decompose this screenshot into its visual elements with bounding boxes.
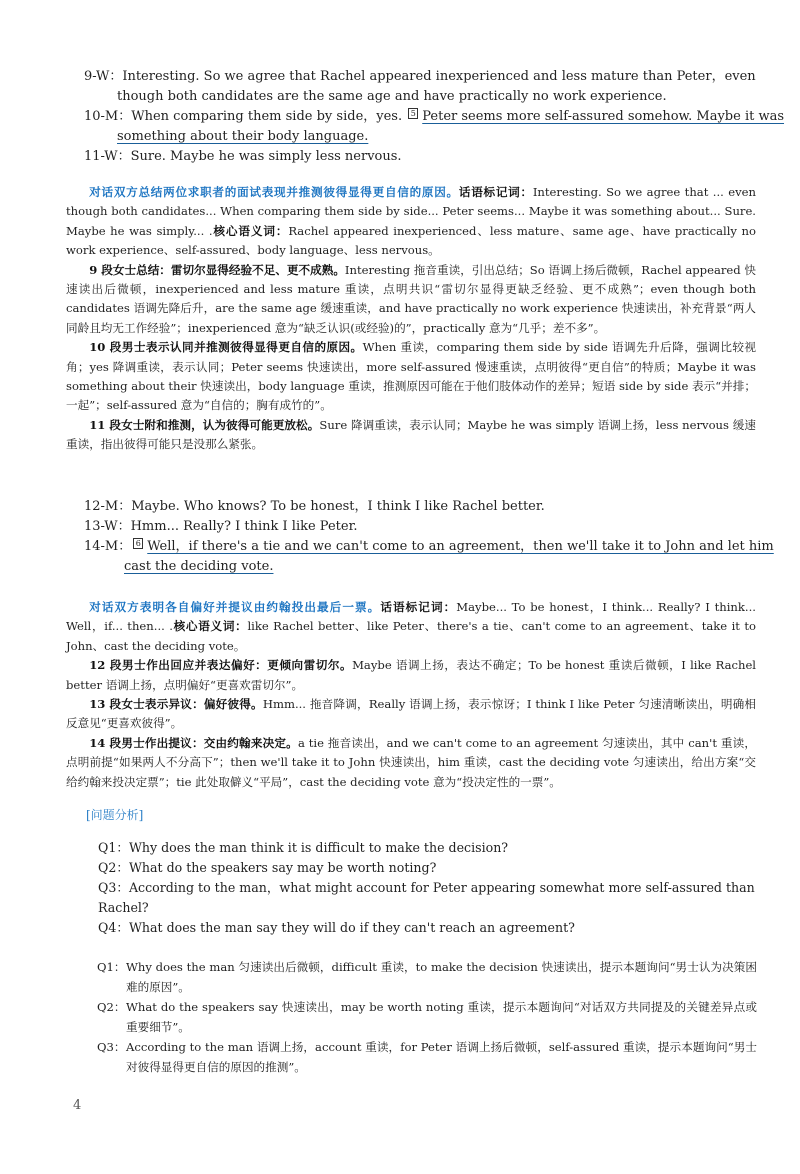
analysis-paragraph-14	[66, 734, 756, 792]
section-tag-question-analysis: [问题分析]	[86, 808, 144, 822]
dialogue-line-12	[84, 497, 744, 517]
question-marker: 5	[408, 108, 418, 119]
paragraph-heading: 12 段男士作出回应并表达偏好：更倾向雷切尔。	[89, 658, 353, 673]
question-text: What do the speakers say may be worth noting?	[128, 860, 437, 875]
speaker-label: 9-W：	[84, 69, 123, 84]
dialogue-text: Interesting. So we agree that Rachel appeared inexperienced and less mature than Peter，even	[122, 69, 756, 84]
question-label: Q4：	[98, 920, 129, 935]
speaker-label: 14-M：	[84, 539, 132, 554]
paragraph-text: Sure 降调重读，表示认同；Maybe he was simply 语调上扬，less nervous 缓速重读，指出彼得可能只是没那么紧张。	[66, 417, 756, 452]
question-label: Q3：	[97, 1040, 126, 1054]
summary-heading: 对话双方总结两位求职者的面试表现并推测彼得显得更自信的原因。	[89, 185, 459, 199]
question-item	[98, 918, 748, 938]
marker-words: Maybe... To be honest，I think... Really? I think... Well，if... then... .	[66, 600, 756, 634]
question-item	[98, 878, 755, 898]
question-label: Q2：	[98, 860, 129, 875]
analysis-paragraph-9	[66, 261, 756, 339]
question-analysis-text: Why does the man 匀速读出后微顿，difficult 重读，to make the decision 快速读出，提示本题询问“男士认为决策困难的原因”。	[126, 960, 757, 994]
analysis-block-2	[66, 598, 756, 792]
core-words-tag: 核心语义词：	[212, 223, 289, 238]
dialogue-continuation: though both candidates are the same age and have practically no work experience.	[117, 89, 667, 104]
analysis-block-1	[66, 183, 756, 455]
underlined-key-sentence: cast the deciding vote.	[124, 559, 274, 574]
underlined-key-sentence: something about their body language.	[117, 129, 369, 144]
dialogue-continuation	[84, 557, 744, 577]
marker-words-tag: 话语标记词：	[458, 185, 533, 199]
paragraph-text: When 重读，comparing them side by side 语调先升后降，强调比较视角；yes 降调重读，表示认同；Peter seems 快速读出，more self-assured 慢速重读，点明彼得“更自信”的特质；Maybe it was something about their 快速读出，body language 重读，推测原因可能在于他们肢体动作的差异；短语 side by side 表示“并排；一起”；self-assured 意为“自信的；胸有成竹的”。	[66, 340, 756, 413]
question-analysis-item	[97, 1037, 757, 1077]
speaker-label: 11-W：	[84, 149, 131, 164]
dialogue-text: Hmm... Really? I think I like Peter.	[130, 519, 358, 534]
question-item	[98, 838, 748, 858]
analysis-paragraph-10	[66, 338, 756, 416]
paragraph-heading: 11 段女士附和推测，认为彼得可能更放松。	[89, 417, 320, 432]
question-analysis-item	[97, 997, 757, 1037]
summary-heading: 对话双方表明各自偏好并提议由约翰投出最后一票。	[89, 600, 381, 614]
underlined-key-sentence: Well，if there's a tie and we can't come to an agreement，then we'll take it to John and let him	[147, 539, 774, 554]
analysis-paragraph-11	[66, 416, 756, 455]
question-list	[98, 838, 755, 938]
core-words: Rachel appeared inexperienced、less mature、same age、have practically no work experience、self-assured、body language、less nervous。	[66, 223, 756, 258]
dialogue-line-13	[84, 517, 744, 537]
marker-words-tag: 话语标记词：	[380, 600, 457, 614]
paragraph-heading: 9 段女士总结：雷切尔显得经验不足、更不成熟。	[89, 262, 345, 277]
underlined-key-sentence: Peter seems more self-assured somehow. Maybe it was	[422, 109, 785, 124]
dialogue-continuation	[84, 127, 744, 147]
analysis-summary	[66, 598, 756, 656]
dialogue-text: When comparing them side by side，yes.	[131, 109, 407, 124]
analysis-paragraph-13	[66, 695, 756, 734]
dialogue-line-9	[84, 67, 756, 87]
dialogue-line-10	[84, 107, 785, 127]
core-words-tag: 核心语义词：	[172, 619, 248, 634]
question-label: Q1：	[98, 840, 129, 855]
question-analysis-item	[97, 957, 757, 997]
analysis-summary	[66, 183, 756, 261]
paragraph-heading: 10 段男士表示认同并推测彼得显得更自信的原因。	[89, 340, 363, 355]
speaker-label: 12-M：	[84, 499, 132, 514]
paragraph-text: a tie 拖音读出，and we can't come to an agreement 匀速读出，其中 can't 重读，点明前提“如果两人不分高下”；then we'll take it to John 快速读出，him 重读，cast the deciding vote 匀速读出，给出方案“交给约翰来投决定票”；tie 此处取僻义“平局”，cast the deciding vote 意为“投决定性的一票”。	[66, 735, 756, 789]
paragraph-text: Hmm... 拖音降调，Really 语调上扬，表示惊讶；I think I like Peter 匀速清晰读出，明确相反意见“更喜欢彼得”。	[66, 697, 757, 731]
speaker-label: 10-M：	[84, 109, 132, 124]
dialogue-text: Maybe. Who knows? To be honest，I think I like Rachel better.	[131, 499, 545, 514]
question-label: Q2：	[97, 1000, 126, 1014]
page-number: 4	[73, 1098, 82, 1113]
question-text: According to the man，what might account for Peter appearing somewhat more self-assured than	[128, 880, 755, 895]
question-marker: 6	[133, 538, 143, 549]
question-continuation: Rachel?	[98, 900, 149, 915]
question-text: Why does the man think it is difficult to make the decision?	[128, 840, 509, 855]
question-analysis-list	[97, 957, 757, 1077]
core-words: like Rachel better、like Peter、there's a tie、can't come to an agreement、take it to John、cast the deciding vote。	[66, 619, 756, 653]
paragraph-text: Interesting 拖音重读，引出总结；So 语调上扬后微顿，Rachel appeared 快速读出后微顿，inexperienced and less mature 重读，点明共识“雷切尔显得更缺乏经验、更不成熟”；even though both candidates 语调先降后升，are the same age 缓速重读，and have practically no work experience 快速读出，补充背景“两人同龄且均无工作经验”；inexperienced 意为“缺乏认识(或经验)的”，practically 意为“几乎；差不多”。	[66, 262, 756, 335]
question-analysis-text: What do the speakers say 快速读出，may be worth noting 重读，提示本题询问“对话双方共同提及的关键差异点或重要细节”。	[126, 1000, 757, 1034]
question-label: Q1：	[97, 960, 126, 974]
question-analysis-text: According to the man 语调上扬，account 重读，for Peter 语调上扬后微顿，self-assured 重读，提示本题询问“男士对彼得显得更自信的原因的推测”。	[126, 1040, 757, 1074]
paragraph-text: Maybe 语调上扬，表达不确定；To be honest 重读后微顿，I like Rachel better 语调上扬，点明偏好“更喜欢雷切尔”。	[66, 658, 757, 692]
question-label: Q3：	[98, 880, 129, 895]
dialogue-block-2	[84, 497, 774, 577]
dialogue-line-14	[84, 537, 774, 557]
paragraph-heading: 13 段女士表示异议：偏好彼得。	[89, 697, 263, 712]
dialogue-line-11	[84, 147, 744, 167]
question-item	[98, 858, 748, 878]
analysis-paragraph-12	[66, 656, 756, 695]
dialogue-text: Sure. Maybe he was simply less nervous.	[130, 149, 402, 164]
question-text: What does the man say they will do if they can't reach an agreement?	[128, 920, 575, 935]
paragraph-heading: 14 段男士作出提议：交由约翰来决定。	[89, 735, 298, 750]
dialogue-block-1	[84, 67, 785, 167]
marker-words: Interesting. So we agree that ... even though both candidates... When comparing them side by side... Peter seems... Maybe it was something about... Sure. Maybe he was simply... .	[66, 185, 756, 238]
speaker-label: 13-W：	[84, 519, 131, 534]
